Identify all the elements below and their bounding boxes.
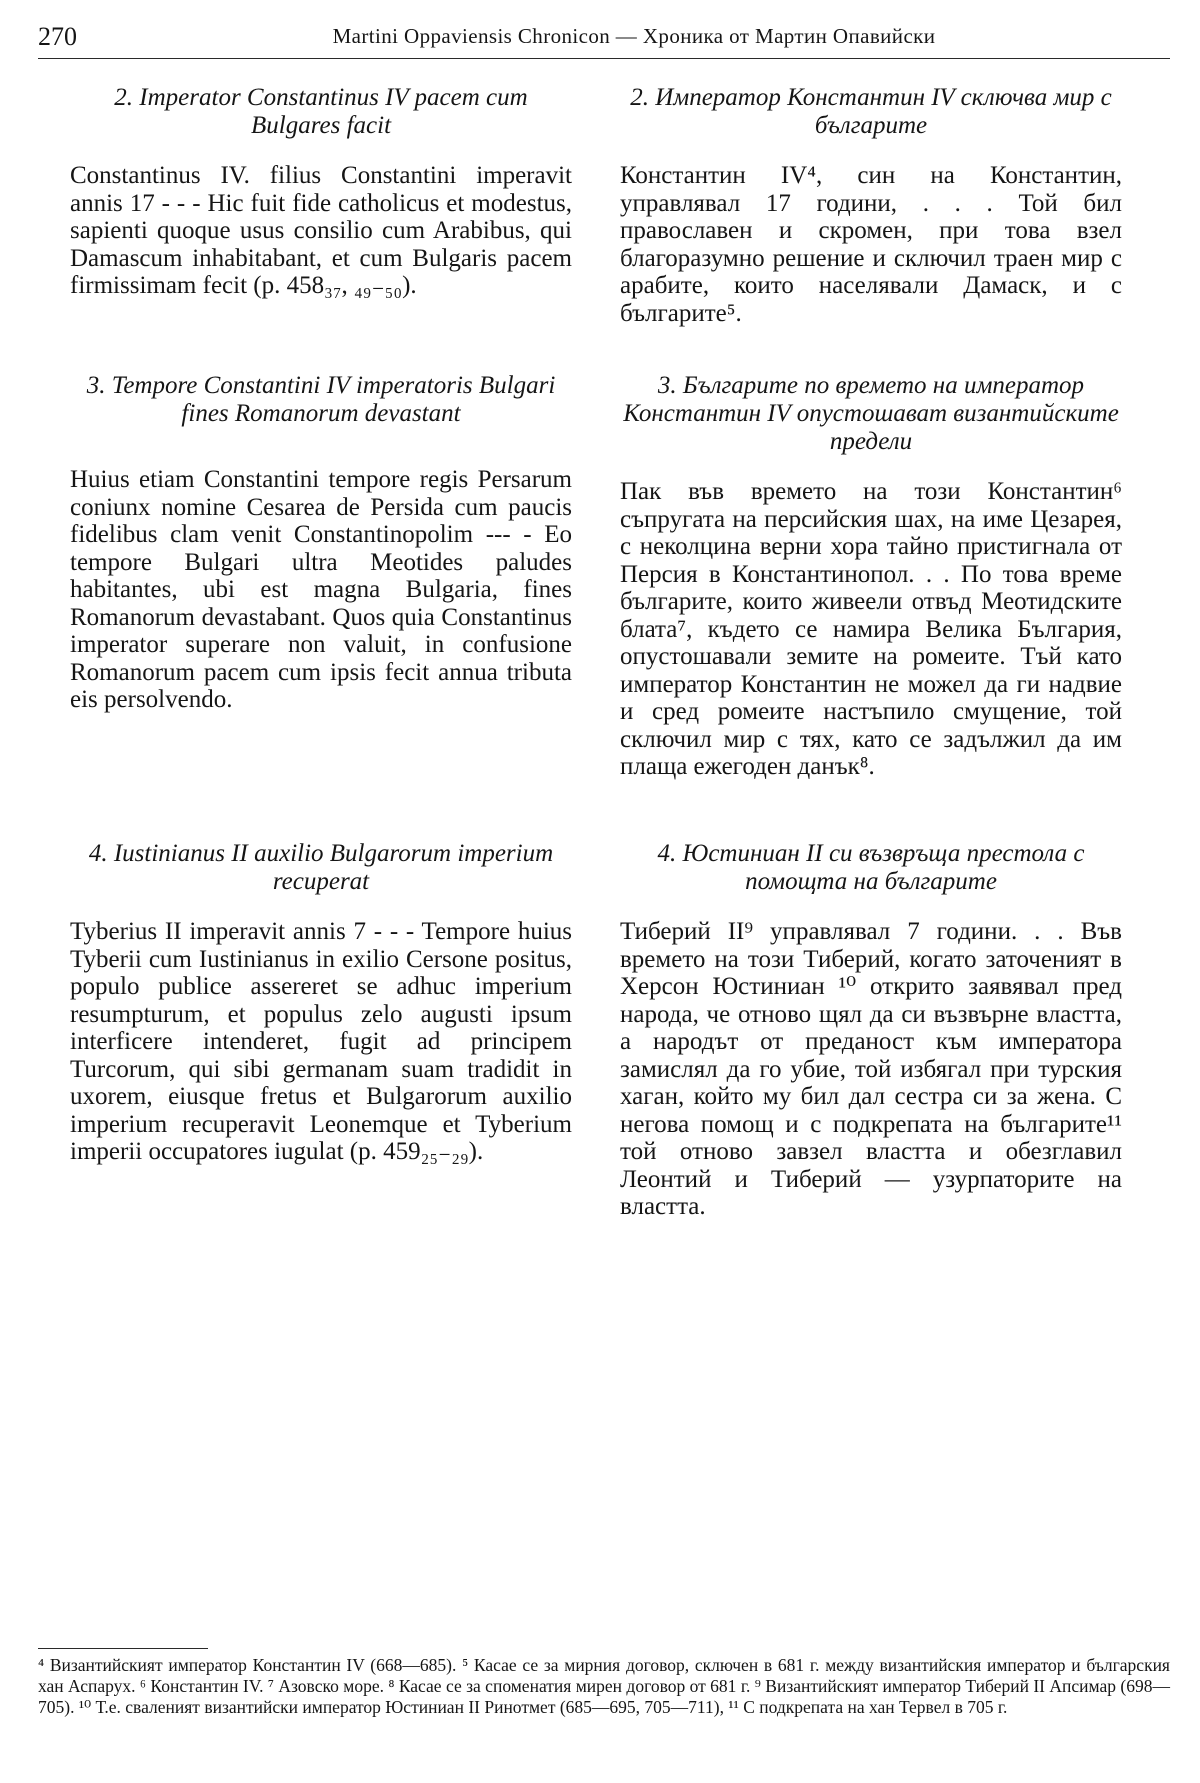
- section-text: Constantinus IV. filius Constantini imperavit annis 17 - - - Hic fuit fide catholicus et modestus, sapienti quoque usus consilio cum Arabibus, qui Damascum inhabitabant, et cum Bulgaris pacem firmissimam fecit (p. 458₃₇, ₄₉₋₅₀).: [70, 162, 572, 299]
- section-text: Tyberius II imperavit annis 7 - - - Tempore huius Tyberii cum Iustinianus in exilio Cersone positus, populo publice assereret se adhuc imperium resumpturum, et populus zelo augusti ipsum interficere intenderet, fugit ad principem Turcorum, qui sibi germanam suam tradidit in uxorem, eiusque fretus et Bulgarorum auxilio imperium recuperavit Leonemque et Tyberium imperii occupatores iugulat (p. 459₂₅₋₂₉).: [70, 918, 572, 1165]
- latin-section-3: [70, 372, 572, 714]
- section-text: Пак във времето на този Константин⁶ съпругата на персийския шах, на име Цезарея, с неколцина верни хора тайно пристигнала от Персия в Константинопол. . . По това време българите, които живеели отвъд Меотидските блата⁷, където се намира Велика България, опустошавали земите на ромеите. Тъй като император Константин не можел да ги надвие и сред ромеите настъпило смущение, той сключил мир с тях, като се задължил да им плаща ежегоден данък⁸.: [620, 478, 1122, 780]
- section-text: Тиберий II⁹ управлявал 7 години. . . Във времето на този Тиберий, когато заточеният в Херсон Юстиниан ¹⁰ открито заявявал пред народа, че отново щял да си възвърне властта, а народът от преданост към императора замислял да го убие, той избягал при турския хаган, който му бил дал сестра си за жена. С негова помощ и с подкрепата на българите¹¹ той отново завзел властта и обезглавил Леонтий и Тиберий — узурпаторите на властта.: [620, 918, 1122, 1220]
- section-heading: 4. Юстиниан II си възвръща престола с помощта на българите: [657, 840, 1085, 895]
- page-header: [38, 18, 1170, 59]
- section-heading: 2. Imperator Constantinus IV pacem cum Bulgares facit: [114, 84, 528, 139]
- section-heading: 3. Tempore Constantini IV imperatoris Bulgari fines Romanorum devastant: [86, 372, 556, 427]
- section-heading: 3. Българите по времето на император Константин IV опустошават византийските предели: [623, 372, 1119, 455]
- section-text: Huius etiam Constantini tempore regis Persarum coniunx nomine Cesarea de Persida cum paucis fidelibus clam venit Constantinopolim --- - Eo tempore Bulgari ultra Meotides paludes habitantes, ubi est magna Bulgaria, fines Romanorum devastabant. Quos quia Constantinus imperator superare non valuit, in confusione Romanorum pacem cum ipsis fecit annua tributa eis persolvendo.: [70, 466, 572, 713]
- running-title: Martini Oppaviensis Chronicon — Хроника от Мартин Опавийски: [332, 24, 936, 48]
- latin-section-4: [70, 840, 572, 1166]
- section-text: Константин IV⁴, син на Константин, управлявал 17 години, . . . Той бил православен и скромен, при това взел благоразумно решение и сключил траен мир с арабите, които населявали Дамаск, и с българите⁵.: [620, 162, 1122, 327]
- footnotes: [38, 1648, 1170, 1718]
- latin-section-2: [70, 84, 572, 300]
- bulgarian-section-4: [620, 840, 1122, 1221]
- section-heading: 2. Император Константин IV сключва мир с българите: [630, 84, 1112, 139]
- bulgarian-section-3: [620, 372, 1122, 781]
- section-heading: 4. Iustinianus II auxilio Bulgarorum imperium recuperat: [88, 840, 554, 895]
- bulgarian-section-2: [620, 84, 1122, 327]
- footnote-divider: [38, 1648, 208, 1649]
- page-number: 270: [38, 22, 77, 51]
- footnote-text: ⁴ Византийският император Константин IV (668—685). ⁵ Касае се за мирния договор, сключен в 681 г. между византийския император и българския хан Аспарух. ⁶ Константин IV. ⁷ Азовско море. ⁸ Касае се за споменатия мирен договор от 681 г. ⁹ Византийският император Тиберий II Апсимар (698—705). ¹⁰ Т.е. сваленият византийски император Юстиниан II Ринотмет (685—695, 705—711), ¹¹ С подкрепата на хан Тервел в 705 г.: [38, 1655, 1170, 1717]
